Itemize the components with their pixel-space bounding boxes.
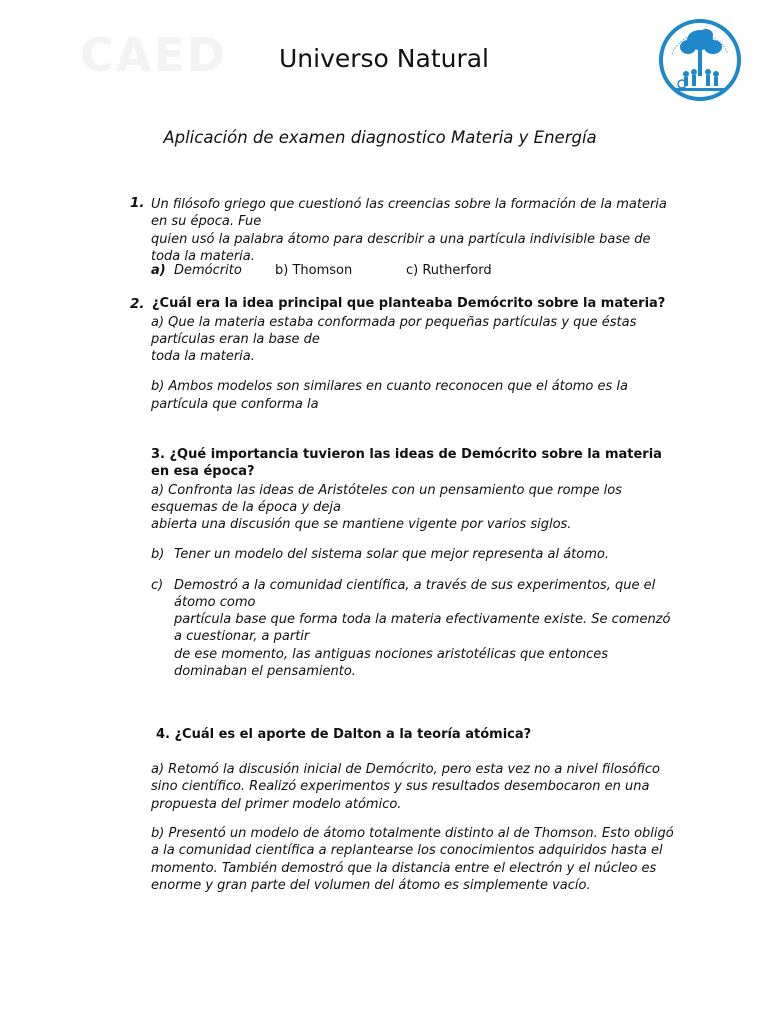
question-2-option-a-line-3: toda la materia. — [151, 349, 255, 364]
page-title: Universo Natural — [278, 44, 490, 73]
question-3-option-a-line-3: abierta una discusión que se mantiene vigente por varios siglos. — [151, 517, 572, 532]
question-3-option-b-letter: b) — [151, 547, 165, 562]
question-4-option-b-line-1: b) Presentó un modelo de átomo totalmente distinto al de Thomson. Esto obligó — [151, 826, 674, 841]
question-3-option-c-line-6: dominaban el pensamiento. — [174, 664, 356, 679]
question-2-number: 2. — [130, 296, 145, 312]
question-3-option-c-letter: c) — [151, 578, 164, 593]
question-2-option-a-line-2: partículas eran la base de — [151, 332, 320, 347]
watermark: CAED — [80, 28, 227, 82]
question-1-option-c: c) Rutherford — [406, 263, 492, 278]
question-4-option-a-line-1: a) Retomó la discusión inicial de Demócrito, pero esta vez no a nivel filosófico — [151, 762, 660, 777]
question-4-text: 4. ¿Cuál es el aporte de Dalton a la teoría atómica? — [156, 727, 532, 742]
tree-people-logo — [658, 14, 742, 106]
question-1-option-b: b) Thomson — [275, 263, 353, 278]
question-3-option-c-line-1: Demostró a la comunidad científica, a través de sus experimentos, que el — [174, 578, 656, 593]
question-3-option-c-line-4: a cuestionar, a partir — [174, 629, 310, 644]
question-4-option-b-line-4: enorme y gran parte del volumen del átomo es simplemente vacío. — [151, 878, 591, 893]
question-3-option-a-line-2: esquemas de la época y deja — [151, 500, 341, 515]
question-2-option-a-line-1: a) Que la materia estaba conformada por pequeñas partículas y que éstas — [151, 315, 637, 330]
question-3-option-c-line-3: partícula base que forma toda la materia efectivamente existe. Se comenzó — [174, 612, 671, 627]
question-4-option-b-line-3: momento. También demostró que la distancia entre el electrón y el núcleo es — [151, 861, 657, 876]
question-3-option-b: Tener un modelo del sistema solar que mejor representa al átomo. — [174, 547, 609, 562]
question-4-option-b-line-2: a la comunidad científica a replantearse los conocimientos adquiridos hasta el — [151, 843, 663, 858]
question-3-option-c-line-5: de ese momento, las antiguas nociones aristotélicas que entonces — [174, 647, 609, 662]
question-3-option-a-line-1: a) Confronta las ideas de Aristóteles con un pensamiento que rompe los — [151, 483, 622, 498]
question-1-number: 1. — [130, 195, 145, 211]
question-1-option-a-letter: a) — [151, 263, 166, 278]
question-4-option-a-line-2: sino científico. Realizó experimentos y sus resultados desembocaron en una — [151, 779, 650, 794]
question-3-text-line-1: 3. ¿Qué importancia tuvieron las ideas de Demócrito sobre la materia — [151, 447, 662, 462]
question-1-line-1: Un filósofo griego que cuestionó las creencias sobre la formación de la materia — [151, 197, 667, 212]
question-1-option-a: Demócrito — [174, 263, 242, 278]
question-1-line-3: quien usó la palabra átomo para describir a una partícula indivisible base de — [151, 232, 651, 247]
question-3-option-c-line-2: átomo como — [174, 595, 256, 610]
question-2-option-b-line-2: partícula que conforma la — [151, 397, 319, 412]
question-1-line-4: toda la materia. — [151, 249, 255, 264]
exam-subtitle: Aplicación de examen diagnostico Materia y Energía — [163, 128, 597, 147]
question-4-option-a-line-3: propuesta del primer modelo atómico. — [151, 797, 402, 812]
question-3-text-line-2: en esa época? — [151, 464, 255, 479]
question-1-line-2: en su época. Fue — [151, 214, 262, 229]
question-2-option-b-line-1: b) Ambos modelos son similares en cuanto reconocen que el átomo es la — [151, 379, 628, 394]
question-2-text: ¿Cuál era la idea principal que planteaba Demócrito sobre la materia? — [152, 296, 666, 311]
